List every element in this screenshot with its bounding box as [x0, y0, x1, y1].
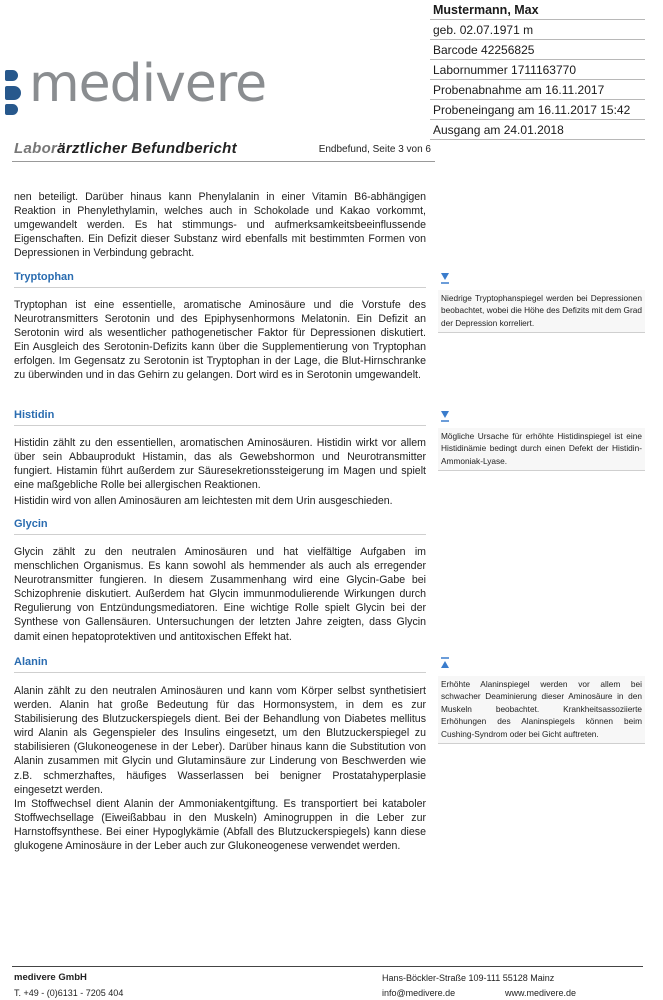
- footer-email[interactable]: info@medivere.de: [382, 988, 456, 998]
- section-text-alanin-2: Im Stoffwechsel dient Alanin der Ammoniakentgiftung. Es transportiert bei kataboler Stoffwechsellage (Eiweißabbau in den Muskeln) Aminogruppen in die Leber zur Harnstoffsynthese. Bei einer Hypoglykämie (Abfall des Blutzuckerspiegels) kann diese glukogene Aminosäure in der Leber auch zur Glukoneogenese verwendet werden.: [14, 798, 426, 853]
- report-title-prefix: Labor: [14, 140, 58, 157]
- section-text-tryptophan: Tryptophan ist eine essentielle, aromatische Aminosäure und die Vorstufe des Neurotransmitters Serotonin und des Epiphysenhormons Melatonin. Ein Defizit an Serotonin wird als wesentlicher pathogenetischer Faktor für Depressionen diskutiert. Ein Ausgleich des Serotonin-Defizits kann über die Supplementierung von Tryptophan erfolgen. Im Gegensatz zu Serotonin ist Tryptophan in der Lage, die Blut-Hirnschranke zu überwinden und in das Gehirn zu gelangen. Dort wird es in Serotonin umgewandelt.: [14, 299, 426, 382]
- section-heading-tryptophan: Tryptophan: [14, 271, 426, 288]
- footer-company: medivere GmbH: [14, 972, 87, 983]
- section-text-histidin: Histidin zählt zu den essentiellen, aromatischen Aminosäuren. Histidin wirkt vor allem über sein Abbauprodukt Histamin, das als Gewebshormon und Neurotransmitter fungiert. Histamin führt außerdem zur Säuresekretionssteigerung im Magen und spielt eine maßgebliche Rolle bei allergischen Reaktionen.: [14, 437, 426, 492]
- logo-text: medivere: [29, 54, 267, 114]
- output-date: Ausgang am 24.01.2018: [430, 120, 645, 140]
- patient-birth: geb. 02.07.1971 m: [430, 20, 645, 40]
- medivere-logo: [5, 54, 335, 114]
- note-alanin: Erhöhte Alaninspiegel werden vor allem bei schwacher Deaminierung dieser Aminosäure in den Muskeln beobachtet. Krankheitsassoziierte Erhöhungen des Alaninspiegels können beim Cushing-Syndrom oder bei Gicht auftreten.: [438, 676, 645, 744]
- intro-text: nen beteiligt. Darüber hinaus kann Phenylalanin in einer Vitamin B6-abhängigen Reaktion in Phenylethylamin, welches auch in Schokolade und Kakao vorkommt, umgewandelt werden. Es hat stimmungs- und aufmerksamkeitsbeeinflussende Eigenschaften. Ein Defizit dieser Substanz wird ebenfalls mit bestimmten Formen von Depressionen in Verbindung gebracht.: [14, 191, 426, 260]
- section-text-histidin-2: Histidin wird von allen Aminosäuren am leichtesten mit dem Urin ausgeschieden.: [14, 495, 393, 507]
- note-histidin: Mögliche Ursache für erhöhte Histidinspiegel ist eine Histidinämie bedingt durch einen Defekt der Histidin-Ammoniak-Lyase.: [438, 428, 645, 471]
- report-page-info: Endbefund, Seite 3 von 6: [318, 144, 431, 155]
- patient-barcode: Barcode 42256825: [430, 40, 645, 60]
- sample-taken-date: Probenabnahme am 16.11.2017: [430, 80, 645, 100]
- section-heading-glycin: Glycin: [14, 518, 426, 535]
- section-text-glycin: Glycin zählt zu den neutralen Aminosäuren und hat vielfältige Aufgaben im menschlichen Organismus. Es kann sowohl als hemmender als auch als erregender Neurotransmitter fungieren. In diesem Zusammenhang wird eine Glycin-Gabe bei Schizophrenie diskutiert. Außerdem hat Glycin immunmodulierende Wirkungen durch Regulierung von Entzündungsmediatoren. Eine wichtige Rolle spielt Glycin bei der Synthese von Gallensäuren. Untersuchungen der letzten Jahre zeigten, dass Glycin damit einen hepatoprotektiven und antitoxischen Effekt hat.: [14, 546, 426, 643]
- patient-info: [430, 0, 645, 140]
- decrease-marker-icon: [441, 271, 449, 283]
- footer-address: Hans-Böckler-Straße 109-111 55128 Mainz: [382, 973, 555, 983]
- intro-paragraph: [14, 190, 426, 260]
- sample-received-date: Probeneingang am 16.11.2017 15:42: [430, 100, 645, 120]
- patient-name: Mustermann, Max: [430, 0, 645, 20]
- footer-divider: [12, 966, 643, 967]
- report-title-rest: ärztlicher Befundbericht: [57, 140, 237, 157]
- decrease-marker-icon: [441, 409, 449, 421]
- logo-mark-icon: [5, 70, 25, 116]
- patient-lab-number: Labornummer 1711163770: [430, 60, 645, 80]
- report-header: [12, 140, 435, 162]
- section-heading-alanin: Alanin: [14, 656, 426, 673]
- section-text-alanin: Alanin zählt zu den neutralen Aminosäuren und kann vom Körper selbst synthetisiert werden. Alanin hat große Bedeutung für das Hormonsystem, in dem es zur Stabilisierung des Blutzuckerspiegels dient. Bei der Behandlung von Diabetes mellitus wird Alanin als Gegenspieler des Insulins eingesetzt, um den Blutzuckerspiegel zu stabilisieren (Glukoneogenese in der Leber). Darüber hinaus kann die Substitution von Alanin zusammen mit Glycin und Glutaminsäure zur Linderung von Beschwerden wie z.B. schmerzhaftes, häufiges Wasserlassen bei benigner Prostatahyperplasie eingesetzt werden.: [14, 685, 426, 796]
- note-tryptophan: Niedrige Tryptophanspiegel werden bei Depressionen beobachtet, wobei die Höhe des Defizits mit dem Grad der Depression korreliert.: [438, 290, 645, 333]
- section-heading-histidin: Histidin: [14, 409, 426, 426]
- report-title: [14, 140, 237, 157]
- footer-phone: T. +49 - (0)6131 - 7205 404: [14, 988, 124, 998]
- increase-marker-icon: [441, 656, 449, 668]
- footer-website[interactable]: www.medivere.de: [505, 988, 577, 998]
